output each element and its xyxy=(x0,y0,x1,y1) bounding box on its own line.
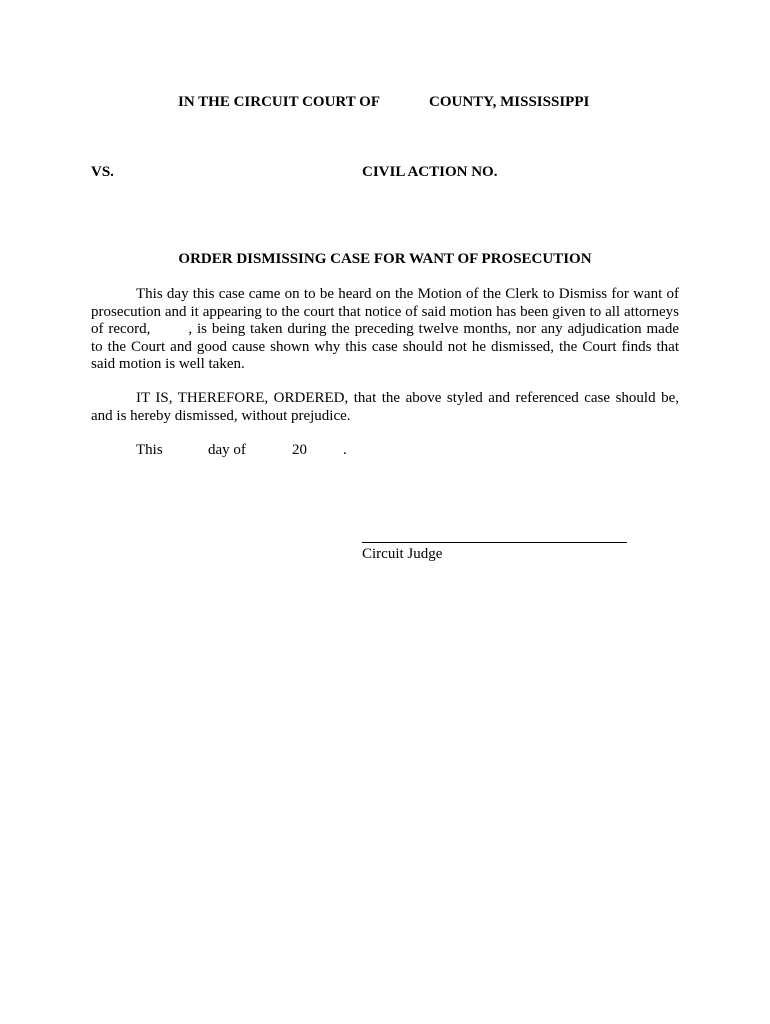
date-this: This xyxy=(136,442,163,458)
order-paragraph-1 xyxy=(91,286,679,374)
paragraph-1-part-1: This day this case came on to be heard on the Motion of the Clerk to Dismiss for want of prosecution and it appearing to the court that notice of said motion has been given to all attorneys of record, xyxy=(91,286,679,337)
date-line xyxy=(136,442,347,460)
signature-line xyxy=(362,542,627,543)
versus-label: VS. xyxy=(91,164,114,180)
court-name-left: IN THE CIRCUIT COURT OF xyxy=(178,94,381,110)
order-paragraph-2: IT IS, THEREFORE, ORDERED, that the above styled and referenced case should be, and is hereby dismissed, without prejudice. xyxy=(91,390,679,424)
date-year-prefix: 20 xyxy=(292,442,307,458)
signature-label: Circuit Judge xyxy=(362,546,443,562)
date-day-of: day of xyxy=(208,442,246,458)
civil-action-number: CIVIL ACTION NO. xyxy=(362,164,498,180)
court-county: COUNTY, MISSISSIPPI xyxy=(429,94,590,110)
order-title: ORDER DISMISSING CASE FOR WANT OF PROSECUTION xyxy=(178,251,592,267)
date-period: . xyxy=(343,442,347,458)
paragraph-1-part-2: , is being taken during the preceding twelve months, nor any adjudication made to the Court and good cause shown why this case should not he dismissed, the Court finds that said motion is well taken. xyxy=(91,321,679,372)
